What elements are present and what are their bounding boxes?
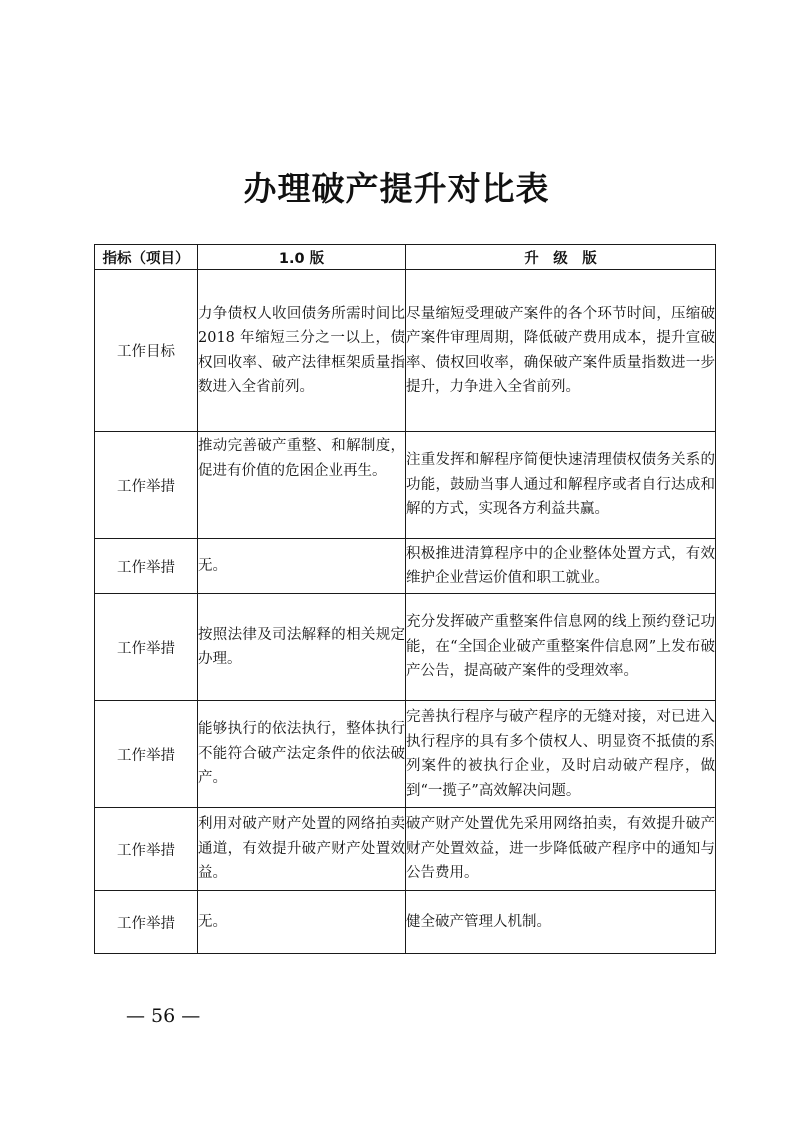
table-row xyxy=(95,594,716,701)
row-indicator: 工作举措 xyxy=(95,432,198,539)
row-indicator: 工作目标 xyxy=(95,270,198,432)
row-v1-text: 力争债权人收回债务所需时间比 2018 年缩短三分之一以上，债权回收率、破产法律框架质量指数进入全省前列。 xyxy=(198,270,406,432)
table-row xyxy=(95,808,716,891)
row-v1-text: 按照法律及司法解释的相关规定办理。 xyxy=(198,594,406,701)
row-upgrade-text: 健全破产管理人机制。 xyxy=(406,891,716,954)
row-upgrade-text: 充分发挥破产重整案件信息网的线上预约登记功能，在“全国企业破产重整案件信息网”上发布破产公告，提高破产案件的受理效率。 xyxy=(406,594,716,701)
row-v1-text: 无。 xyxy=(198,539,406,594)
header-upgrade-version: 升 级 版 xyxy=(406,245,716,270)
row-upgrade-text: 完善执行程序与破产程序的无缝对接，对已进入执行程序的具有多个债权人、明显资不抵债的系列案件的被执行企业，及时启动破产程序，做到“一揽子”高效解决问题。 xyxy=(406,701,716,808)
page-number: — 56 — xyxy=(126,1005,201,1027)
row-upgrade-text: 积极推进清算程序中的企业整体处置方式，有效维护企业营运价值和职工就业。 xyxy=(406,539,716,594)
row-upgrade-text: 注重发挥和解程序简便快速清理债权债务关系的功能，鼓励当事人通过和解程序或者自行达成和解的方式，实现各方利益共赢。 xyxy=(406,432,716,539)
table-row xyxy=(95,891,716,954)
table-row xyxy=(95,701,716,808)
row-upgrade-text: 尽量缩短受理破产案件的各个环节时间，压缩破产案件审理周期，降低破产费用成本，提升宣破率、债权回收率，确保破产案件质量指数进一步提升，力争进入全省前列。 xyxy=(406,270,716,432)
row-v1-text: 无。 xyxy=(198,891,406,954)
header-version-1: 1.0 版 xyxy=(198,245,406,270)
row-upgrade-text: 破产财产处置优先采用网络拍卖，有效提升破产财产处置效益，进一步降低破产程序中的通知与公告费用。 xyxy=(406,808,716,891)
row-indicator: 工作举措 xyxy=(95,539,198,594)
document-title: 办理破产提升对比表 xyxy=(243,169,550,208)
row-v1-text: 能够执行的依法执行，整体执行不能符合破产法定条件的依法破产。 xyxy=(198,701,406,808)
row-indicator: 工作举措 xyxy=(95,891,198,954)
table-header-row xyxy=(95,245,716,270)
row-v1-text: 利用对破产财产处置的网络拍卖通道，有效提升破产财产处置效益。 xyxy=(198,808,406,891)
table-row xyxy=(95,539,716,594)
row-indicator: 工作举措 xyxy=(95,594,198,701)
comparison-table xyxy=(94,244,716,954)
row-indicator: 工作举措 xyxy=(95,701,198,808)
header-indicator: 指标（项目） xyxy=(95,245,198,270)
row-v1-text: 推动完善破产重整、和解制度，促进有价值的危困企业再生。 xyxy=(198,432,406,539)
table-row xyxy=(95,270,716,432)
table-row xyxy=(95,432,716,539)
row-indicator: 工作举措 xyxy=(95,808,198,891)
